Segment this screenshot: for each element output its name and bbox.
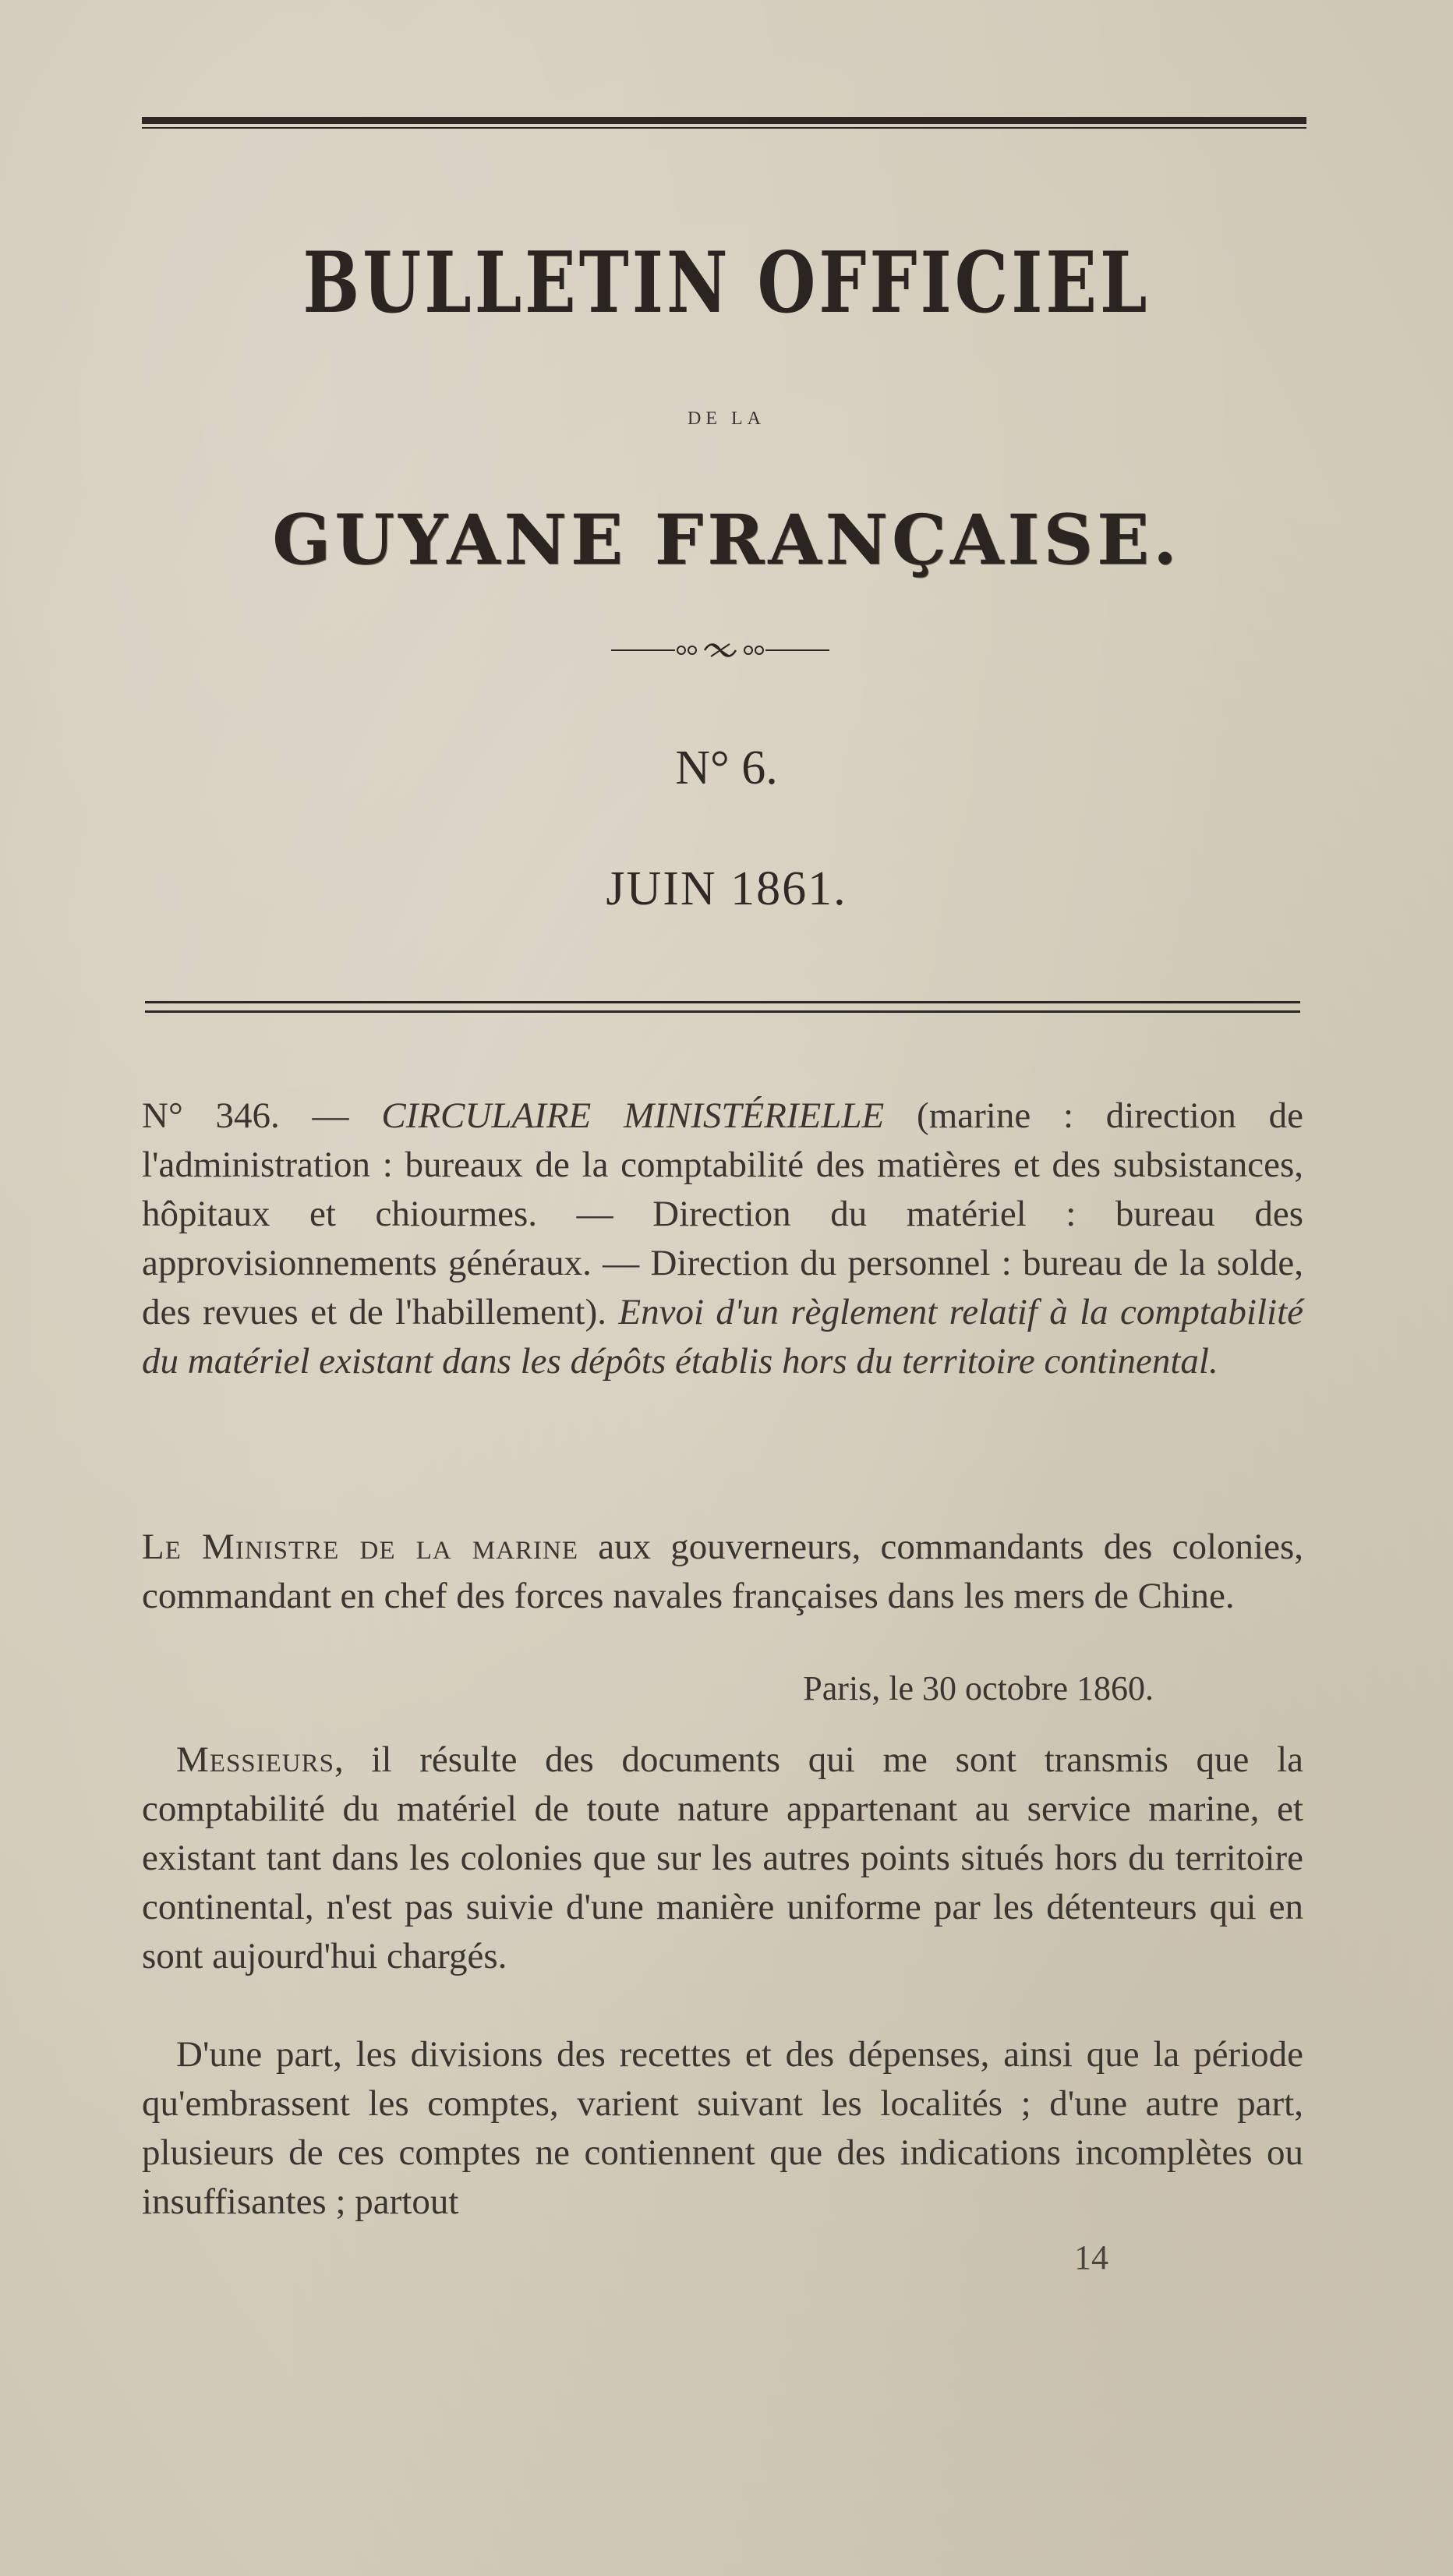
bulletin-region: GUYANE FRANÇAISE. [272, 499, 1181, 580]
bulletin-title: BULLETIN OFFICIEL [302, 234, 1151, 333]
recipients: aux gouverneurs, commandants des colonies, commandant en chef des forces navales françaises dans les mers de Chine. [142, 1527, 1303, 1616]
paragraph-1-text: , il résulte des documents qui me sont transmis que la comptabilité du matériel de toute nature appartenant au service marine, et existant tant dans les colonies que sur les autres points situés hors du territoire continental, n'est pas suivie d'une manière uniforme par les détenteurs qui en sont aujourd'hui chargés. [142, 1739, 1303, 1976]
addressee-line [142, 1523, 1303, 1621]
decree-subject: Envoi d'un règlement relatif à la comptabilité du matériel existant dans les dépôts établis hors du territoire continental. [142, 1292, 1304, 1382]
body-paragraph-1 [142, 1736, 1303, 1981]
top-double-rule [142, 117, 1306, 129]
body-paragraph-2: D'une part, les divisions des recettes et des dépenses, ainsi que la période qu'embrassent les comptes, varient suivant les localités ; d'une autre part, plusieurs de ces comptes ne contiennent que des indications incomplètes ou insuffisantes ; partout [142, 2034, 1303, 2222]
section-double-rule [145, 1001, 1300, 1013]
decree-departments: (marine : direction de l'administration : bureaux de la comptabilité des matières et des subsistances, hôpitaux et chiourmes. — Direction du matériel : bureau des approvisionnements généraux. — Direction du personnel : bureau de la solde, des revues et de l'habillement). [142, 1095, 1303, 1332]
page-number: 14 [1074, 2238, 1108, 2277]
section-rule-upper [145, 1001, 1300, 1003]
dateline: Paris, le 30 octobre 1860. [803, 1669, 1154, 1707]
top-rule-thin [142, 127, 1306, 129]
decree-number: N° 346. — [142, 1095, 349, 1136]
top-rule-thick [142, 117, 1306, 124]
issue-number: N° 6. [675, 741, 778, 794]
salutation: Messieurs [176, 1739, 334, 1780]
decree-heading [142, 1092, 1303, 1386]
ornament-divider [611, 641, 829, 660]
decree-type: CIRCULAIRE MINISTÉRIELLE [381, 1095, 885, 1136]
sender: Le Ministre de la marine [142, 1527, 579, 1567]
bulletin-connector: DE LA [688, 409, 765, 429]
section-rule-lower [145, 1010, 1300, 1013]
issue-date: JUIN 1861. [606, 862, 847, 915]
